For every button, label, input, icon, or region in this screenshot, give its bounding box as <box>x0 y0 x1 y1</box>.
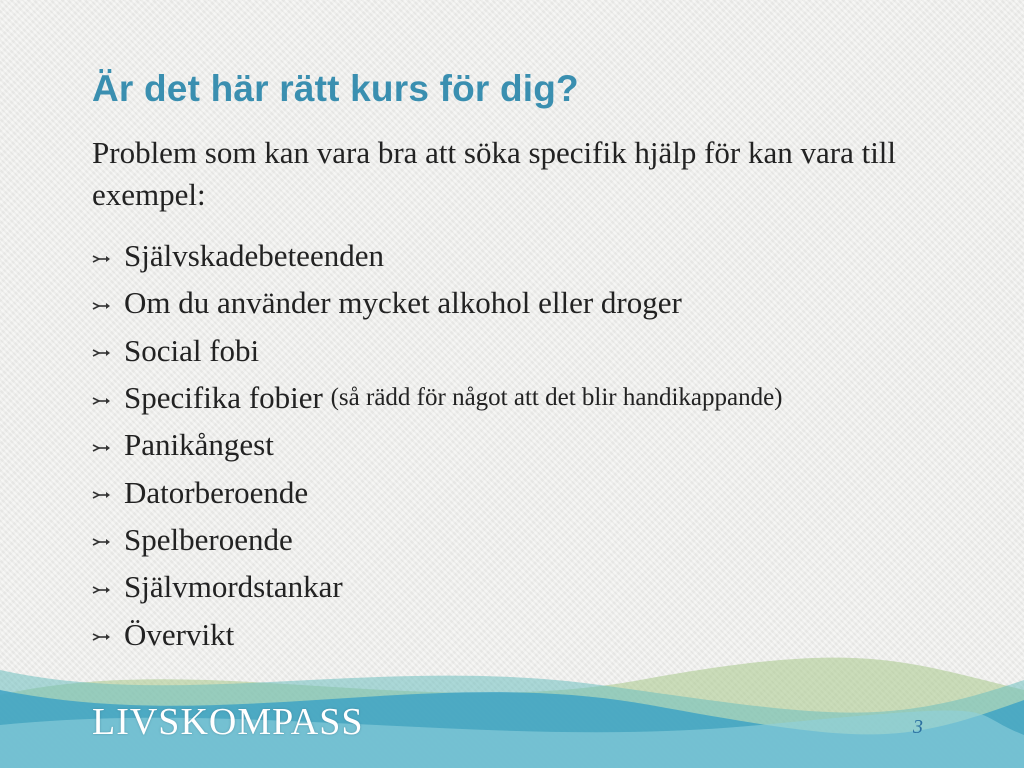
arrow-bullet-icon <box>92 346 112 360</box>
livskompass-logo: LIVSKOMPASS <box>92 701 364 743</box>
list-item-label: Övervikt <box>124 616 235 652</box>
list-item-label: Självmordstankar <box>124 569 343 605</box>
list-item-label: Spelberoende <box>124 521 293 557</box>
page-number: 3 <box>913 716 923 738</box>
problem-list <box>92 232 783 658</box>
list-item <box>92 232 783 279</box>
arrow-bullet-icon <box>92 488 112 502</box>
list-item-note: (så rädd för något att det blir handikappande) <box>330 384 783 412</box>
list-item-label: Social fobi <box>124 332 260 368</box>
list-item <box>92 279 783 326</box>
list-item-label: Datorberoende <box>124 474 309 510</box>
list-item <box>92 374 783 421</box>
slide-title: Är det här rätt kurs för dig? <box>92 68 579 109</box>
arrow-bullet-icon <box>92 394 112 408</box>
arrow-bullet-icon <box>92 441 112 455</box>
arrow-bullet-icon <box>92 252 112 266</box>
arrow-bullet-icon <box>92 299 112 313</box>
list-item <box>92 468 783 515</box>
list-item <box>92 327 783 374</box>
arrow-bullet-icon <box>92 583 112 597</box>
list-item <box>92 421 783 468</box>
list-item-label: Specifika fobier <box>124 380 323 416</box>
list-item <box>92 516 783 563</box>
list-item-label: Panikångest <box>124 427 274 463</box>
list-item-label: Om du använder mycket alkohol eller droger <box>124 285 682 321</box>
arrow-bullet-icon <box>92 535 112 549</box>
intro-text: Problem som kan vara bra att söka specifik hjälp för kan vara till exempel: <box>92 135 897 212</box>
list-item-label: Självskadebeteenden <box>124 238 384 274</box>
list-item <box>92 563 783 610</box>
